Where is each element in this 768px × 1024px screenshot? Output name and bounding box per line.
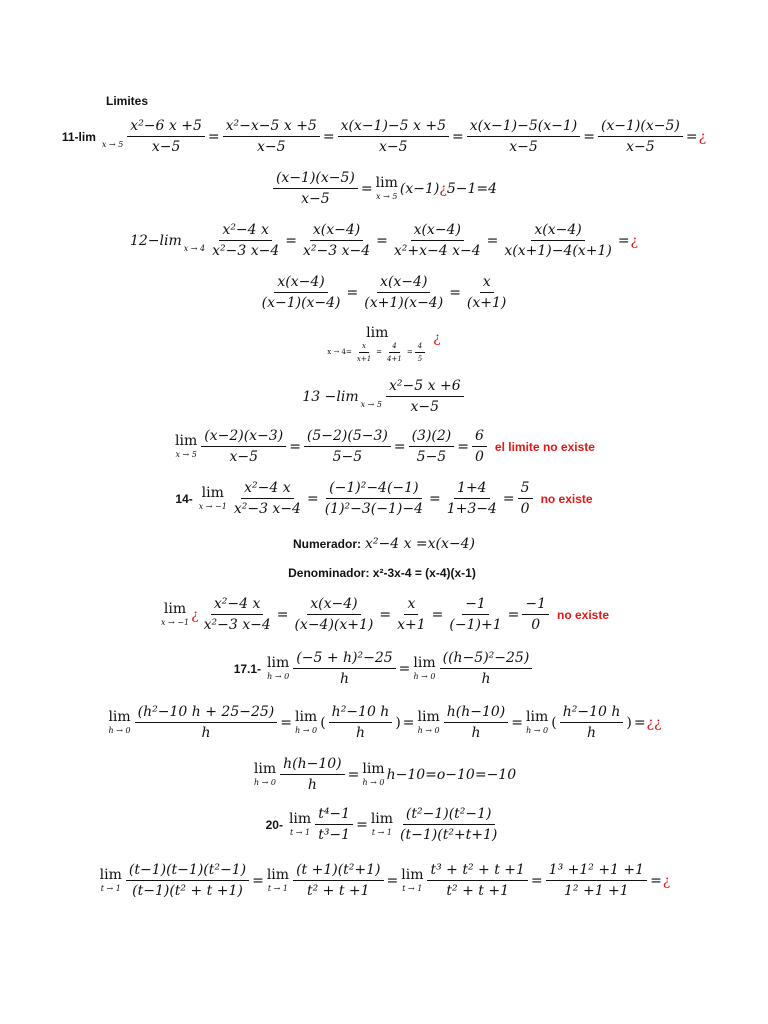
limit-operator: lim t → 1 [288,811,312,838]
limit-operator: lim t → 1 [99,867,122,894]
fraction: $\frac{x(x-4)}{(x-1)(x-4)}$ [261,274,341,312]
fraction: $\frac{\text{((h−5)²−25)}}{h}$ [440,650,533,687]
limit-operator: lim x → 5 [175,433,198,460]
equation-20-continued: lim t → 1 $\frac{\text{(t−1)(t−1)(t²−1)}}{\text{(t−1)(t² + t +1)}}$ = lim t → 1 $\frac{\text{(t +1)(t²+1)}}{\text{t² + t +1}}$ = lim t → 1 $\frac{\text{t³ + t² + t +1}}{\text{t² + t +1}}$ = $\frac{\text{1³ +1² +1 +1}}{\text{1² +1 +1}}$ = ¿ [99,862,671,900]
equation-14: 14- lim x → −1 $\frac{\text{x²−4 x}}{\text{x²−3 x−4}}$ = $\frac{\text{(−1)²−4(−1)}}{\text{(1)²−3(−1)−4}}$ = $\frac{1+4}{1+3-4}$ = $\frac{5}{0}$ no existe [175,480,593,518]
fraction: $\frac{x}{x+1}$ [397,596,426,634]
fraction: $\frac{\text{x²−4 x}}{\text{x²−3 x−4}}$ [233,480,301,518]
expression: (x−1) [399,180,440,197]
limit-operator: lim h → 0 [294,709,318,736]
problem-label: 20- [265,817,283,832]
limit-operator: lim t → 1 [266,867,290,894]
fraction: $\frac{(3)(2)}{5-5}$ [409,428,455,465]
fraction: $\frac{\text{(−1)²−4(−1)}}{\text{(1)²−3(−1)−4}}$ [324,480,423,518]
expression: h−10=o−10=−10 [386,766,517,783]
limit-operator: lim t → 1 [370,811,394,838]
fraction: $\frac{(x-2)(x-3)}{x-5}$ [201,428,286,465]
limit-operator: lim h → 0 [362,761,385,788]
fraction: $\frac{h(h-10)}{h}$ [444,704,509,741]
fraction: $\frac{x(x-4)}{(x-4)(x+1)}$ [294,596,374,634]
limit-operator: lim x → 4= $\frac{x}{x+1}$ = $\frac{4}{4+1}$ = $\frac{4}{5}$ [327,326,427,363]
expression: x²−4 x =x(x−4) [364,536,476,552]
denominator-line [0,566,768,580]
limit-operator: lim h → 0 [417,709,440,736]
inverted-question-mark: ¿¿ [646,714,662,731]
limit-operator: lim h → 0 [413,655,436,682]
limit-operator: x → 5 [101,140,124,150]
fraction: $\frac{\text{(t²−1)(t²−1)}}{\text{(t−1)(t²+t+1)}}$ [400,806,498,844]
fraction: $\frac{x}{(x+1)}$ [466,274,507,312]
fraction: $\frac{x(x-1)-5 x +5}{x-5}$ [338,118,449,155]
fraction: $\frac{6}{0}$ [472,428,487,465]
problem-label: 12−lim [129,232,182,249]
fraction: $\frac{\text{(h²−10 h + 25−25)}}{h}$ [135,704,278,741]
limit-operator: lim t → 1 [401,867,424,894]
problem-label: 14- [175,491,193,506]
equation-11: 11-lim x → 5 $\frac{\text{x²−6 x +5}}{x-5}$ = $\frac{\text{x²−x−5 x +5}}{x-5}$ = $\frac{x(x-1)-5 x +5}{x-5}$ = $\frac{x(x-1)-5(x-1)}{x-5}$ = $\frac{(x-1)(x-5)}{x-5}$ = ¿ [61,118,707,156]
limit-operator: lim h → 0 [526,709,549,736]
limit-operator: x → 4 [183,244,206,254]
fraction: $\frac{x(x-4)}{x(x+1)-4(x+1)}$ [504,222,612,260]
equation-17-1-result: lim h → 0 $\frac{h(h-10)}{h}$ = lim h → 0 h−10=o−10=−10 [253,756,517,794]
fraction: $\frac{(x-1)(x-5)}{x-5}$ [598,118,683,155]
limit-operator: x → 5 [360,400,383,410]
fraction: $\frac{(5-2)(5-3)}{5-5}$ [304,428,391,465]
fraction: $\frac{\text{x²−4 x}}{\text{x²−3 x−4}}$ [203,596,271,634]
denominator-label: Denominador: x²-3x-4 = (x-4)(x-1) [288,566,476,580]
fraction: $\frac{\text{t³ + t² + t +1}}{\text{t² + t +1}}$ [427,862,527,899]
fraction: $\frac{\text{h²−10 h}}{h}$ [560,704,624,741]
fraction: $\frac{\text{(−5 + h)²−25}}{h}$ [293,650,395,687]
limit-operator: lim h → 0 [108,709,131,736]
fraction: $\frac{h(h-10)}{h}$ [280,756,345,793]
limit-operator: lim x → 5 [375,175,398,202]
problem-label: 11-lim [61,129,96,144]
equation-12: 12−lim x → 4 $\frac{\text{x²−4 x}}{\text{x²−3 x−4}}$ = $\frac{x(x-4)}{\text{x²−3 x−4}}$ = $\frac{x(x-4)}{\text{x²+x−4 x−4}}$ = $\frac{x(x-4)}{x(x+1)-4(x+1)}$ = ¿ [129,222,639,260]
fraction: $\frac{-1}{0}$ [522,596,549,633]
equation-17-1: 17.1- lim h → 0 $\frac{\text{(−5 + h)²−25}}{h}$ = lim h → 0 $\frac{\text{((h−5)²−25)}}{h}$ [0,650,768,687]
fraction: $\frac{-1}{(-1)+1}$ [449,596,502,634]
fraction: $\frac{x(x-4)}{\text{x²+x−4 x−4}}$ [393,222,481,260]
problem-label: 17.1- [233,661,262,676]
fraction: $\frac{x(x-4)}{\text{x²−3 x−4}}$ [302,222,371,260]
fraction: $\frac{\text{x²−4 x}}{\text{x²−3 x−4}}$ [212,222,280,260]
limit-operator: lim x → −1 [160,601,190,628]
fraction: $\frac{\text{(t +1)(t²+1)}}{\text{t² + t +1}}$ [293,862,383,899]
fraction: $\frac{\text{t⁴−1}}{\text{t³−1}}$ [315,806,353,843]
page-title: Limites [106,94,149,108]
inverted-question-mark: ¿ [191,606,199,623]
problem-label: 13 −lim [302,388,359,405]
equation-17-1-continued: lim h → 0 $\frac{\text{(h²−10 h + 25−25)}}{h}$ = lim h → 0 ( $\frac{\text{h²−10 h}}{h}$ ) = lim h → 0 $\frac{h(h-10)}{h}$ = lim h → 0 ( $\frac{\text{h²−10 h}}{h}$ ) = ¿¿ [108,704,662,742]
result-note: no existe [540,491,593,506]
limit-operator: lim x → −1 [198,485,227,512]
inverted-question-mark: ¿ [662,872,671,889]
equation-13 [0,378,768,415]
fraction: $\frac{\text{h²−10 h}}{h}$ [329,704,393,741]
limit-operator: lim h → 0 [253,761,277,788]
fraction: $\frac{\text{1³ +1² +1 +1}}{\text{1² +1 +1}}$ [546,862,647,899]
equation-11-continued: $\frac{(x-1)(x-5)}{x-5}$ = lim x → 5 (x−1) ¿ 5−1=4 [0,170,768,207]
result-note: no existe [556,607,610,622]
inverted-question-mark: ¿ [630,232,639,249]
inverted-question-mark: ¿ [439,180,447,197]
fraction: $\frac{5}{0}$ [518,480,533,517]
equation-12-continued: $\frac{x(x-4)}{(x-1)(x-4)}$ = $\frac{x(x-4)}{(x+1)(x-4)}$ = $\frac{x}{(x+1)}$ [0,274,768,311]
fraction: $\frac{x(x-4)}{(x+1)(x-4)}$ [364,274,444,312]
fraction: $\frac{\text{(t−1)(t−1)(t²−1)}}{\text{(t−1)(t² + t +1)}}$ [126,862,249,899]
fraction: $\frac{\text{x²−6 x +5}}{x-5}$ [127,118,205,155]
inverted-question-mark: ¿ [698,128,707,145]
fraction: $\frac{x(x-1)-5(x-1)}{x-5}$ [467,118,580,155]
equation-12-result [0,326,768,363]
numerator-line [0,536,768,552]
inverted-question-mark: ¿ [433,329,441,346]
fraction: $\frac{1+4}{1+3-4}$ [446,480,497,518]
fraction: $\frac{(x-1)(x-5)}{x-5}$ [273,170,358,207]
fraction: $\frac{\text{x²−x−5 x +5}}{x-5}$ [223,118,320,155]
equation-13-continued: lim x → 5 $\frac{(x-2)(x-3)}{x-5}$ = $\frac{(5-2)(5-3)}{5-5}$ = $\frac{(3)(2)}{5-5}$ = $\frac{6}{0}$ el limite no existe [175,428,595,466]
numerator-label: Numerador: [292,537,361,551]
limit-operator: lim h → 0 [267,655,290,682]
equation-20: 20- lim t → 1 $\frac{\text{t⁴−1}}{\text{t³−1}}$ = lim t → 1 $\frac{\text{(t²−1)(t²−1)}}{\text{(t−1)(t²+t+1)}}$ [0,806,768,843]
fraction: $\frac{\text{x²−5 x +6}}{x-5}$ [386,378,464,415]
result-note: el limite no existe [494,439,595,454]
equation-14-continued: lim x → −1 ¿ $\frac{\text{x²−4 x}}{\text{x²−3 x−4}}$ = $\frac{x(x-4)}{(x-4)(x+1)}$ = $\frac{x}{x+1}$ = $\frac{-1}{(-1)+1}$ = $\frac{-1}{0}$ no existe [160,596,610,634]
expression: 5−1=4 [446,180,498,197]
